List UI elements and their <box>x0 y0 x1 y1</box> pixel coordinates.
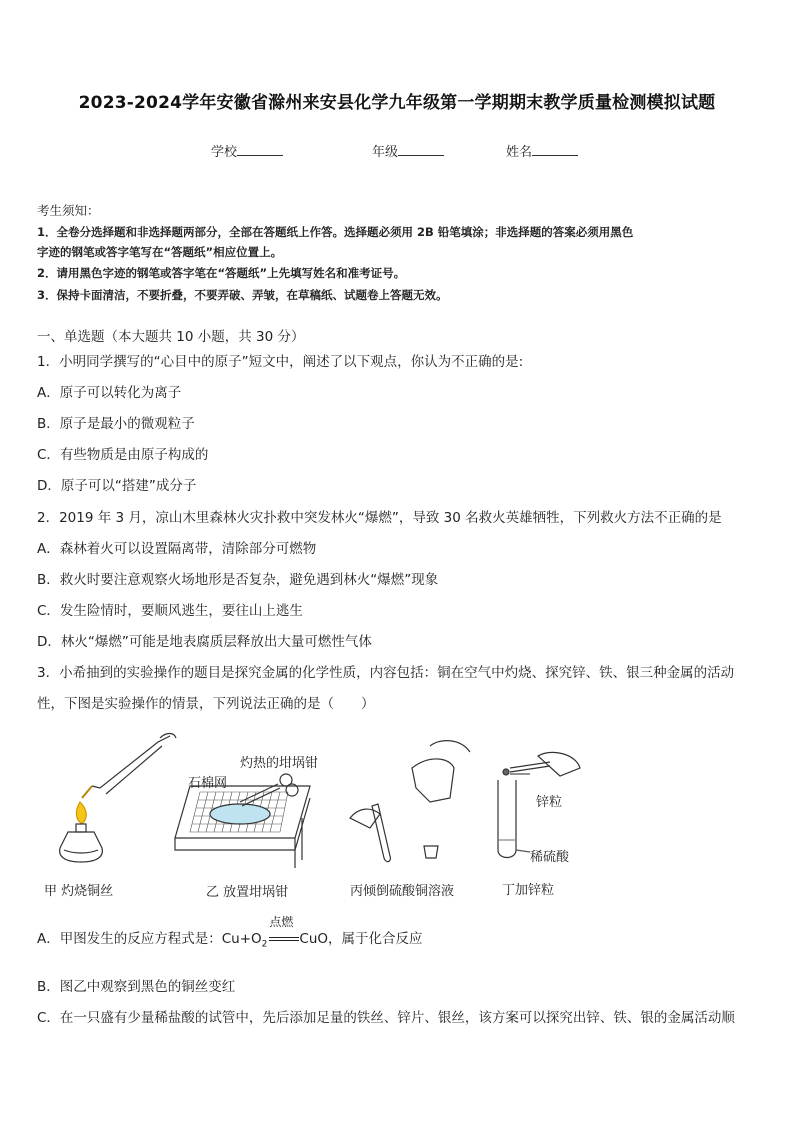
notice-line-2: 字迹的钢笔或答字笔写在“答题纸”相应位置上。 <box>37 245 283 259</box>
label-dilute-sulfuric-acid: 稀硫酸 <box>530 850 570 865</box>
q2-option-a: A．森林着火可以设置隔离带，清除部分可燃物 <box>37 541 317 557</box>
caption-a: 甲 灼烧铜丝 <box>44 884 114 899</box>
q1-option-d: D．原子可以“搭建”成分子 <box>37 478 197 494</box>
notice-heading: 考生须知： <box>37 203 100 218</box>
equals-sign-icon <box>269 937 299 941</box>
q3-option-a-prefix: A．甲图发生的反应方程式是：Cu+O <box>37 931 262 947</box>
caption-d: 丁加锌粒 <box>502 883 555 898</box>
name-field <box>506 141 578 160</box>
reaction-condition <box>269 915 297 948</box>
q3-option-c: C．在一只盛有少量稀盐酸的试管中，先后添加足量的铁丝、锌片、银丝，该方案可以探究出锌、铁、银的金属活动顺 <box>37 1010 735 1026</box>
caption-c: 丙倾倒硫酸铜溶液 <box>350 884 455 899</box>
school-label: 学校 <box>211 145 238 160</box>
page-title: 2023-2024学年安徽省滁州来安县化学九年级第一学期期末教学质量检测模拟试题 <box>78 93 716 113</box>
q2-stem: 2．2019 年 3 月，凉山木里森林火灾扑救中突发林火“爆燃”，导致 30 名救火英雄牺牲，下列救火方法不正确的是 <box>37 510 722 526</box>
label-hot-tongs: 灼热的坩埚钳 <box>240 756 319 771</box>
q3-stem-line-1: 3．小希抽到的实验操作的题目是探究金属的化学性质，内容包括：铜在空气中灼烧、探究锌、铁、银三种金属的活动 <box>37 665 735 681</box>
reaction-condition-label: 点燃 <box>269 915 294 929</box>
grade-blank[interactable] <box>398 143 444 156</box>
section-heading: 一、单选题（本大题共 10 小题，共 30 分） <box>37 329 305 345</box>
alcohol-lamp-drawing <box>60 734 176 863</box>
notice-line-3: 2．请用黑色字迹的钢笔或答字笔在“答题纸”上先填写姓名和准考证号。 <box>37 266 406 280</box>
q3-option-a-subscript: 2 <box>261 939 268 950</box>
q3-option-a <box>37 915 423 954</box>
school-field <box>211 141 283 160</box>
q2-option-b: B．救火时要注意观察火场地形是否复杂，避免遇到林火“爆燃”现象 <box>37 572 439 588</box>
name-blank[interactable] <box>532 143 578 156</box>
q1-option-c: C．有些物质是由原子构成的 <box>37 447 209 463</box>
q2-option-c: C．发生险情时，要顺风逃生，要往山上逃生 <box>37 603 303 619</box>
label-asbestos-gauze: 石棉网 <box>188 776 228 791</box>
name-label: 姓名 <box>506 145 533 160</box>
q3-option-b: B．图乙中观察到黑色的铜丝变红 <box>37 979 236 995</box>
caption-b: 乙 放置坩埚钳 <box>206 885 289 900</box>
label-zinc-granule: 锌粒 <box>536 795 563 810</box>
pour-solution-drawing <box>350 741 470 862</box>
notice-line-1: 1．全卷分选择题和非选择题两部分，全部在答题纸上作答。选择题必须用 2B 铅笔填涂；非选择题的答案必须用黑色 <box>37 225 634 239</box>
school-blank[interactable] <box>237 143 283 156</box>
q1-option-a: A．原子可以转化为离子 <box>37 385 182 401</box>
q1-stem: 1．小明同学撰写的“心目中的原子”短文中，阐述了以下观点，你认为不正确的是: <box>37 354 524 370</box>
experiment-illustration <box>40 728 600 903</box>
q2-option-d: D．林火“爆燃”可能是地表腐质层释放出大量可燃性气体 <box>37 634 372 650</box>
q3-experiment-figure <box>40 728 600 903</box>
q3-stem-line-2: 性，下图是实验操作的情景，下列说法正确的是（ ） <box>37 696 375 712</box>
notice-line-4: 3．保持卡面清洁，不要折叠，不要弄破、弄皱，在草稿纸、试题卷上答题无效。 <box>37 288 448 302</box>
grade-field <box>372 141 444 160</box>
grade-label: 年级 <box>372 145 399 160</box>
q1-option-b: B．原子是最小的微观粒子 <box>37 416 195 432</box>
q3-option-a-suffix: CuO，属于化合反应 <box>299 931 423 947</box>
